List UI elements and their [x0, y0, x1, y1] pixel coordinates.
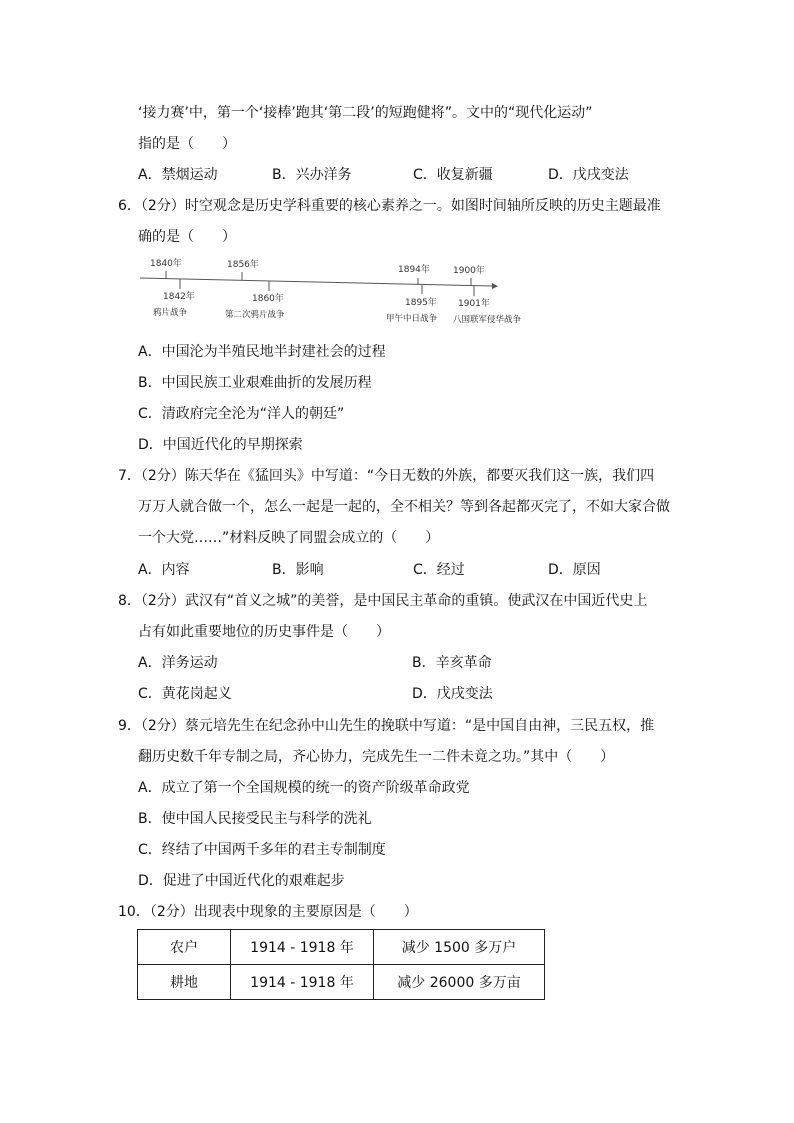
q6-stem-line1: 6．（2分）时空观念是历史学科重要的核心素养之一。如图时间轴所反映的历史主题最准 — [118, 198, 661, 214]
q5-option-a[interactable]: A．禁烟运动 — [138, 167, 218, 183]
table-cell: 耕地 — [138, 965, 231, 1000]
q7-option-d[interactable]: D．原因 — [548, 562, 601, 578]
q8-option-d[interactable]: D．戊戌变法 — [412, 686, 493, 702]
q10-stem: 10．（2分）出现表中现象的主要原因是（ ） — [118, 904, 418, 920]
q9-option-d[interactable]: D．促进了中国近代化的艰难起步 — [138, 873, 345, 889]
q7-option-c[interactable]: C．经过 — [413, 562, 465, 578]
q5-text-line2: 指的是（ ） — [138, 136, 236, 152]
timeline-year-1895: 1895年 — [405, 298, 437, 308]
timeline-year-1900: 1900年 — [453, 266, 485, 276]
timeline-year-1860: 1860年 — [252, 294, 284, 304]
q7-option-a[interactable]: A．内容 — [138, 562, 190, 578]
q9-stem-line2: 翻历史数千年专制之局，齐心协力，完成先生一二件未竟之功。”其中（ ） — [138, 749, 615, 765]
q6-stem-line2: 确的是（ ） — [138, 229, 236, 245]
timeline-event-second-opium-war: 第二次鸦片战争 — [225, 310, 285, 320]
q9-option-c[interactable]: C．终结了中国两千多年的君主专制制度 — [138, 842, 386, 858]
q10-table — [137, 929, 545, 1000]
q8-option-a[interactable]: A．洋务运动 — [138, 655, 218, 671]
q6-option-b[interactable]: B．中国民族工业艰难曲折的发展历程 — [138, 375, 372, 391]
q5-option-b[interactable]: B．兴办洋务 — [272, 167, 352, 183]
q9-option-a[interactable]: A．成立了第一个全国规模的统一的资产阶级革命政党 — [138, 780, 470, 796]
q7-stem-line2: 万万人就合做一个，怎么一起是一起的，全不相关？等到各起都灭完了，不如大家合做 — [138, 499, 670, 515]
q5-text-line1: ‘接力赛’中，第一个‘接棒’跑其‘第二段’的短跑健将”。文中的“现代化运动” — [138, 105, 593, 121]
timeline-figure — [136, 256, 546, 328]
timeline-event-opium-war: 鸦片战争 — [153, 308, 188, 318]
table-cell: 减少 1500 多万户 — [374, 930, 545, 965]
q8-stem-line1: 8．（2分）武汉有“首义之城”的美誉，是中国民主革命的重镇。使武汉在中国近代史上 — [118, 593, 648, 609]
table-row — [138, 930, 545, 965]
timeline-year-1856: 1856年 — [227, 260, 259, 270]
timeline-event-sino-japanese-war: 甲午中日战争 — [386, 314, 438, 324]
q5-option-d[interactable]: D．戊戌变法 — [548, 167, 629, 183]
q9-option-b[interactable]: B．使中国人民接受民主与科学的洗礼 — [138, 811, 372, 827]
q7-option-b[interactable]: B．影响 — [272, 562, 324, 578]
q6-option-c[interactable]: C．清政府完全沦为“洋人的朝廷” — [138, 406, 345, 422]
timeline-year-1901: 1901年 — [458, 299, 490, 309]
q7-stem-line1: 7．（2分）陈天华在《猛回头》中写道：“今日无数的外族，都要灭我们这一族，我们四 — [118, 468, 655, 484]
q8-stem-line2: 占有如此重要地位的历史事件是（ ） — [138, 624, 390, 640]
table-cell: 1914 - 1918 年 — [231, 965, 374, 1000]
q6-option-a[interactable]: A．中国沦为半殖民地半封建社会的过程 — [138, 344, 386, 360]
timeline-year-1842: 1842年 — [163, 292, 195, 302]
q7-stem-line3: 一个大党……”材料反映了同盟会成立的（ ） — [138, 530, 440, 546]
table-cell: 农户 — [138, 930, 231, 965]
table-cell: 1914 - 1918 年 — [231, 930, 374, 965]
timeline-event-eight-nation-alliance: 八国联军侵华战争 — [453, 315, 522, 325]
q6-option-d[interactable]: D．中国近代化的早期探索 — [138, 437, 303, 453]
timeline-year-1840: 1840年 — [150, 259, 182, 269]
table-row — [138, 965, 545, 1000]
q8-option-c[interactable]: C．黄花岗起义 — [138, 686, 232, 702]
q5-option-c[interactable]: C．收复新疆 — [413, 167, 493, 183]
timeline-year-1894: 1894年 — [398, 265, 430, 275]
q8-option-b[interactable]: B．辛亥革命 — [412, 655, 492, 671]
table-cell: 减少 26000 多万亩 — [374, 965, 545, 1000]
q9-stem-line1: 9．（2分）蔡元培先生在纪念孙中山先生的挽联中写道：“是中国自由神，三民五权，推 — [118, 718, 655, 734]
